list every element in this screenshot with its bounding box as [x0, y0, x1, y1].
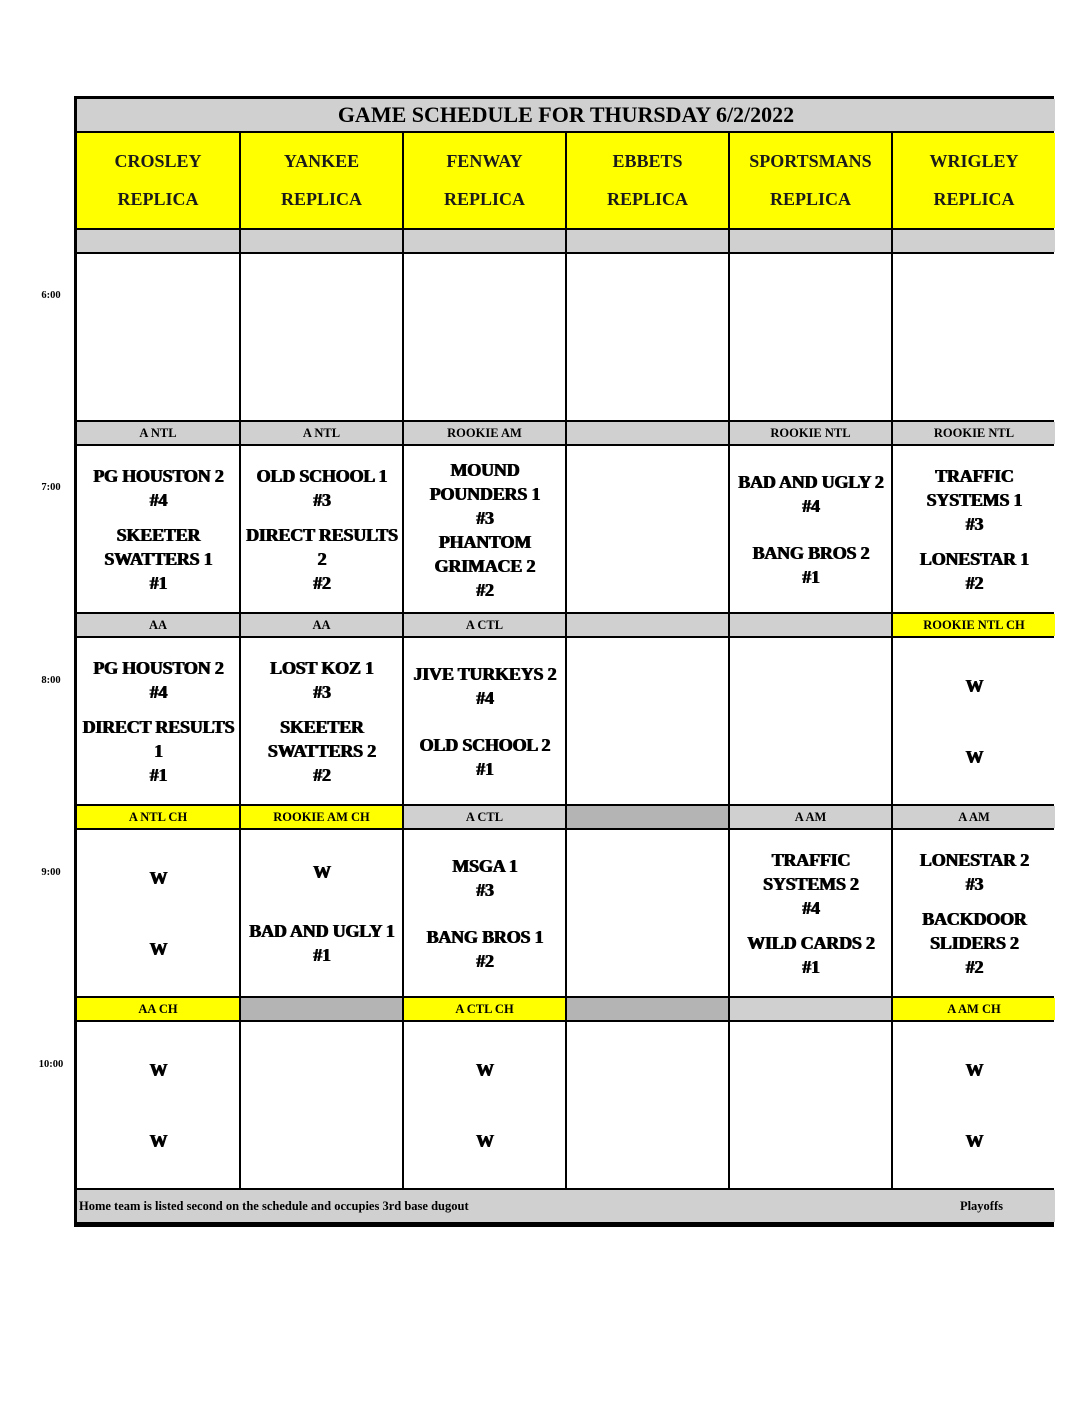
- field-name: CROSLEY: [114, 151, 202, 172]
- team-entry: [919, 547, 1028, 595]
- field-header: [893, 133, 1055, 228]
- team-name: LOST KOZ 1: [269, 657, 374, 678]
- team-seed: #2: [965, 572, 983, 593]
- team-entry: [270, 656, 374, 704]
- game-cell: [241, 830, 402, 996]
- division-label: [567, 806, 728, 828]
- game-cell: [241, 1022, 402, 1188]
- team-name: W: [965, 1059, 983, 1080]
- game-cell: [77, 254, 239, 420]
- team-seed: #2: [312, 572, 331, 593]
- game-cell: [77, 830, 239, 996]
- division-label: ROOKIE NTL CH: [893, 614, 1055, 636]
- team-name: W: [475, 1059, 494, 1080]
- team-entry: [79, 715, 237, 787]
- game-cell: [567, 830, 728, 996]
- team-name: DIRECT RESULTS 2: [245, 524, 398, 569]
- team-name: PHANTOM GRIMACE 2: [434, 532, 535, 576]
- playoffs-label: Playoffs: [959, 1198, 1003, 1213]
- team-name: TRAFFIC SYSTEMS 1: [926, 465, 1022, 510]
- team-entry: [426, 925, 543, 973]
- game-cell: [404, 446, 565, 612]
- team-entry: [965, 1058, 983, 1082]
- division-label: A AM: [730, 806, 891, 828]
- field-header: [730, 133, 891, 228]
- team-entry: [732, 848, 889, 920]
- team-name: W: [149, 1130, 167, 1151]
- team-seed: #4: [475, 687, 494, 708]
- game-cell: [404, 638, 565, 804]
- division-label: AA: [77, 614, 239, 636]
- team-seed: #1: [312, 944, 331, 965]
- team-name: W: [965, 1130, 983, 1151]
- game-cell: [241, 254, 402, 420]
- team-name: BANG BROS 2: [752, 542, 869, 563]
- team-name: SKEETER SWATTERS 1: [103, 524, 213, 569]
- division-label: [567, 614, 728, 636]
- game-cell: [893, 446, 1055, 612]
- field-subtitle: REPLICA: [933, 188, 1015, 209]
- field-name: FENWAY: [446, 151, 523, 172]
- division-label: [241, 998, 402, 1020]
- team-name: DIRECT RESULTS 1: [82, 716, 234, 761]
- game-cell: [730, 254, 891, 420]
- field-header: [241, 133, 402, 228]
- team-seed: #2: [475, 580, 494, 600]
- team-seed: #3: [475, 879, 494, 900]
- schedule-title: GAME SCHEDULE FOR THURSDAY 6/2/2022: [77, 99, 1055, 131]
- team-name: MOUND POUNDERS 1: [429, 460, 540, 504]
- team-entry: [149, 937, 167, 961]
- team-seed: #4: [801, 897, 820, 918]
- team-name: W: [965, 675, 983, 696]
- team-seed: #3: [965, 513, 983, 534]
- game-cell: [730, 446, 891, 612]
- field-subtitle: REPLICA: [606, 188, 688, 209]
- team-entry: [79, 523, 237, 595]
- team-name: OLD SCHOOL 1: [256, 465, 387, 486]
- field-header: [77, 133, 239, 228]
- team-name: BAD AND UGLY 1: [248, 920, 395, 941]
- team-seed: #2: [475, 950, 494, 971]
- division-label: [77, 230, 239, 252]
- team-entry: [406, 530, 563, 602]
- team-name: JIVE TURKEYS 2: [413, 663, 556, 684]
- team-seed: #1: [149, 572, 167, 593]
- time-label: 8:00: [41, 675, 61, 686]
- schedule-table: [74, 96, 1054, 1227]
- team-entry: [93, 464, 223, 512]
- division-label: A NTL CH: [77, 806, 239, 828]
- division-label: ROOKIE AM: [404, 422, 565, 444]
- division-label: A CTL: [404, 614, 565, 636]
- time-label: 9:00: [41, 867, 61, 878]
- field-name: EBBETS: [612, 151, 683, 172]
- game-cell: [567, 446, 728, 612]
- team-entry: [895, 907, 1053, 979]
- division-label: [730, 614, 891, 636]
- division-label: AA CH: [77, 998, 239, 1020]
- game-cell: [730, 1022, 891, 1188]
- game-cell: [730, 830, 891, 996]
- field-subtitle: REPLICA: [769, 188, 851, 209]
- footer-row: [77, 1190, 1055, 1222]
- team-entry: [919, 848, 1028, 896]
- team-seed: #3: [475, 508, 494, 528]
- team-seed: #4: [149, 489, 167, 510]
- team-seed: #4: [801, 495, 820, 516]
- game-cell: [241, 638, 402, 804]
- team-entry: [313, 860, 331, 884]
- team-seed: #1: [801, 956, 820, 977]
- field-subtitle: REPLICA: [280, 188, 362, 209]
- game-cell: [893, 254, 1055, 420]
- team-name: OLD SCHOOL 2: [419, 734, 550, 755]
- game-cell: [404, 1022, 565, 1188]
- team-name: W: [965, 746, 983, 767]
- division-label: A CTL: [404, 806, 565, 828]
- division-label: A NTL: [77, 422, 239, 444]
- field-name: WRIGLEY: [929, 151, 1019, 172]
- game-cell: [567, 254, 728, 420]
- time-label: 6:00: [41, 290, 61, 301]
- team-entry: [895, 464, 1053, 536]
- team-entry: [476, 1129, 494, 1153]
- division-label: A AM CH: [893, 998, 1055, 1020]
- team-name: W: [149, 867, 167, 888]
- field-subtitle: REPLICA: [443, 188, 525, 209]
- division-label: [893, 230, 1055, 252]
- team-name: W: [312, 861, 331, 882]
- division-label: [404, 230, 565, 252]
- team-entry: [243, 523, 400, 595]
- team-entry: [965, 674, 983, 698]
- time-label: 7:00: [41, 482, 61, 493]
- game-cell: [77, 446, 239, 612]
- division-label: [730, 230, 891, 252]
- team-name: BAD AND UGLY 2: [737, 471, 884, 492]
- team-entry: [249, 919, 394, 967]
- division-label: A CTL CH: [404, 998, 565, 1020]
- team-entry: [738, 470, 883, 518]
- game-cell: [404, 830, 565, 996]
- team-entry: [149, 866, 167, 890]
- team-entry: [476, 1058, 494, 1082]
- team-name: WILD CARDS 2: [746, 932, 875, 953]
- team-name: LONESTAR 1: [919, 548, 1029, 569]
- game-cell: [77, 1022, 239, 1188]
- game-cell: [241, 446, 402, 612]
- team-name: MSGA 1: [451, 855, 518, 876]
- division-label: [567, 230, 728, 252]
- team-entry: [413, 662, 556, 710]
- team-seed: #2: [312, 764, 331, 785]
- team-seed: #3: [312, 681, 331, 702]
- game-cell: [404, 254, 565, 420]
- team-entry: [965, 745, 983, 769]
- team-seed: #1: [149, 764, 167, 785]
- division-label: ROOKIE NTL: [893, 422, 1055, 444]
- team-name: TRAFFIC SYSTEMS 2: [762, 849, 859, 894]
- team-entry: [419, 733, 550, 781]
- division-label: AA: [241, 614, 402, 636]
- game-cell: [567, 638, 728, 804]
- division-label: ROOKIE AM CH: [241, 806, 402, 828]
- team-entry: [406, 458, 563, 530]
- team-entry: [965, 1129, 983, 1153]
- division-label: [567, 422, 728, 444]
- team-name: SKEETER SWATTERS 2: [267, 716, 376, 761]
- team-entry: [243, 715, 400, 787]
- division-label: [567, 998, 728, 1020]
- team-name: LONESTAR 2: [919, 849, 1029, 870]
- team-seed: #1: [801, 566, 820, 587]
- time-label: 10:00: [38, 1059, 64, 1070]
- field-subtitle: REPLICA: [117, 188, 199, 209]
- team-entry: [256, 464, 387, 512]
- team-entry: [149, 1058, 167, 1082]
- team-name: W: [475, 1130, 494, 1151]
- team-name: BACKDOOR SLIDERS 2: [921, 908, 1027, 953]
- team-entry: [747, 931, 875, 979]
- team-seed: #4: [149, 681, 167, 702]
- game-cell: [567, 1022, 728, 1188]
- team-entry: [93, 656, 223, 704]
- team-name: W: [149, 1059, 167, 1080]
- game-cell: [77, 638, 239, 804]
- division-label: A NTL: [241, 422, 402, 444]
- field-header: [404, 133, 565, 228]
- field-name: YANKEE: [283, 151, 360, 172]
- game-cell: [893, 830, 1055, 996]
- game-cell: [893, 1022, 1055, 1188]
- game-cell: [893, 638, 1055, 804]
- team-seed: #3: [965, 873, 983, 894]
- team-name: PG HOUSTON 2: [92, 465, 224, 486]
- division-label: [730, 998, 891, 1020]
- team-name: BANG BROS 1: [426, 926, 543, 947]
- team-name: W: [149, 938, 167, 959]
- game-cell: [730, 638, 891, 804]
- team-seed: #3: [312, 489, 331, 510]
- division-label: ROOKIE NTL: [730, 422, 891, 444]
- division-label: A AM: [893, 806, 1055, 828]
- division-label: [241, 230, 402, 252]
- team-entry: [149, 1129, 167, 1153]
- field-name: SPORTSMANS: [749, 151, 872, 172]
- home-team-note: Home team is listed second on the schedule and occupies 3rd base dugout: [79, 1198, 469, 1213]
- team-seed: #2: [965, 956, 983, 977]
- team-seed: #1: [475, 758, 494, 779]
- field-header: [567, 133, 728, 228]
- team-name: PG HOUSTON 2: [92, 657, 224, 678]
- team-entry: [752, 541, 869, 589]
- team-entry: [452, 854, 517, 902]
